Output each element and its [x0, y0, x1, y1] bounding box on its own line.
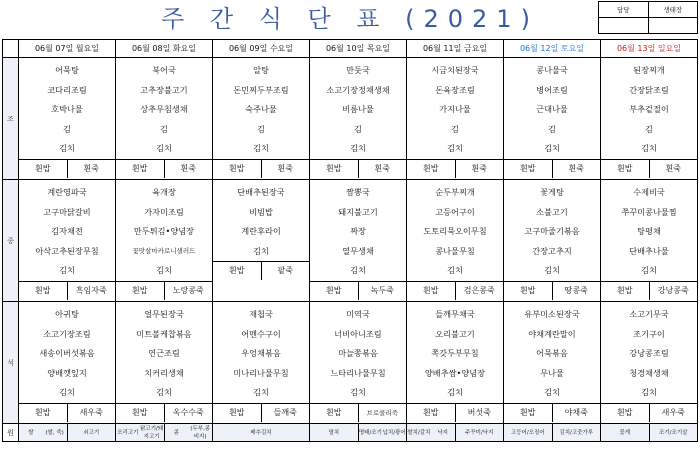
approval-role: 생태장 — [648, 2, 698, 18]
rice-porridge-row — [213, 403, 309, 422]
origin-cell — [19, 424, 116, 442]
origin-text: 배추김치 — [250, 429, 272, 436]
origin-row — [3, 424, 698, 442]
menu-item: 만두튀김•양념장 — [133, 226, 195, 236]
menu-item: 김 — [548, 123, 556, 134]
menu-cell — [504, 58, 601, 180]
menu-item: 너비아니조림 — [334, 328, 382, 339]
origin-sub — [310, 424, 406, 441]
origin-text: 콩 — [173, 429, 180, 436]
menu-item: 콩나물무침 — [435, 245, 475, 256]
menu-item: 미트볼케찹볶음 — [136, 328, 192, 339]
menu-item: 김치 — [641, 265, 657, 275]
menu-item: 아귀탕 — [55, 309, 79, 319]
menu-item: 김 — [63, 123, 71, 134]
origin-label: 원 — [3, 424, 19, 442]
rice-porridge-row — [504, 403, 600, 422]
meal-row — [3, 180, 698, 302]
origin-text: 쌀치/갈치 — [407, 429, 431, 436]
origin-sub — [19, 424, 115, 441]
rice-label: 흰밥 — [326, 407, 342, 417]
porridge-label: 흰죽 — [67, 160, 116, 178]
origin-item — [116, 424, 164, 441]
menu-item: 육개장 — [152, 187, 176, 197]
origin-cell — [116, 424, 213, 442]
origin-sub — [116, 424, 212, 441]
menu-item: 김치 — [59, 143, 75, 153]
origin-item — [649, 424, 698, 441]
menu-cell — [19, 180, 116, 302]
menu-item: 도토리묵오이무침 — [423, 226, 487, 236]
porridge-label: 노랑콩죽 — [164, 282, 213, 300]
menu-item: 고구마닭갈비 — [43, 206, 91, 217]
menu-item: 가지나물 — [439, 104, 471, 114]
corner-cell — [3, 40, 19, 58]
porridge-label: 팥죽 — [261, 262, 310, 280]
menu-cell — [310, 180, 407, 302]
menu-item: 북어국 — [152, 65, 176, 75]
menu-cell — [116, 58, 213, 180]
menu-item: 김치 — [156, 143, 172, 153]
menu-item: 연근조림 — [148, 348, 180, 358]
rice-porridge-row — [19, 159, 115, 178]
porridge-label: 새우죽 — [67, 404, 116, 422]
menu-item: 김치 — [544, 143, 560, 153]
menu-item: 김치 — [59, 387, 75, 397]
menu-item: 쪽갓두부무침 — [431, 348, 479, 358]
menu-items — [504, 180, 600, 281]
menu-item: 돈민찌두부조림 — [233, 84, 289, 95]
approval-box — [598, 1, 698, 34]
menu-cell — [407, 180, 504, 302]
menu-items — [310, 302, 406, 403]
origin-sub — [213, 424, 309, 441]
menu-item: 김치 — [59, 265, 75, 275]
menu-item: 고구마줄기볶음 — [524, 226, 580, 236]
rice-porridge-row — [310, 403, 406, 422]
menu-item: 코다리조림 — [47, 84, 87, 95]
day-header: 06월 09일 수요일 — [213, 40, 310, 58]
origin-text: 오리고기 — [117, 429, 139, 436]
menu-items — [407, 302, 503, 403]
rice-label: 흰밥 — [35, 285, 51, 295]
rice-porridge-row — [407, 403, 503, 422]
day-header: 06월 10일 목요일 — [310, 40, 407, 58]
menu-item: 치커리생채 — [144, 367, 184, 378]
origin-item — [164, 424, 213, 441]
rice-porridge-row — [19, 281, 115, 300]
origin-text: 넙치/광어 — [382, 429, 406, 436]
origin-sub — [407, 424, 503, 441]
menu-item: 어묵볶음 — [536, 348, 568, 358]
porridge-label: 버섯죽 — [455, 404, 504, 422]
approval-sign-cell — [599, 18, 649, 34]
menu-item: 무나물 — [540, 367, 564, 378]
menu-item: 계란후라이 — [241, 226, 281, 236]
menu-cell — [601, 180, 698, 302]
menu-items — [601, 302, 697, 403]
menu-item: 들깨무채국 — [435, 309, 475, 319]
menu-item: 양배추쌈•양념장 — [424, 367, 486, 378]
menu-item: 상추무침생채 — [140, 104, 188, 114]
meal-label: 석 — [3, 302, 19, 424]
rice-porridge-row — [213, 159, 309, 178]
menu-item: 얼무된장국 — [144, 309, 184, 319]
menu-item: 가자미조림 — [144, 206, 184, 217]
menu-item: 고등어구이 — [435, 206, 475, 217]
porridge-label: 흰죽 — [649, 160, 698, 178]
menu-item: 김치 — [156, 265, 172, 275]
menu-item: 꽃맛살마카로니샐러드 — [132, 246, 196, 255]
rice-porridge-row — [116, 403, 212, 422]
menu-item: 돼지불고기 — [338, 206, 378, 217]
porridge-label: 녹두죽 — [358, 282, 407, 300]
rice-label: 흰밥 — [423, 163, 439, 173]
rice-label: 흰밥 — [423, 285, 439, 295]
menu-cell — [601, 58, 698, 180]
rice-label: 흰밥 — [617, 163, 633, 173]
origin-text: (두부,콩비지) — [190, 425, 211, 440]
menu-item: 숙주나물 — [245, 104, 277, 114]
origin-text: (쌀, 죽) — [45, 429, 64, 436]
rice-label: 흰밥 — [132, 285, 148, 295]
origin-text: 멸치 — [328, 429, 340, 436]
rice-porridge-row — [407, 159, 503, 178]
menu-item: 돈육장조림 — [435, 84, 475, 95]
menu-item: 간장고추지 — [532, 245, 572, 256]
origin-item — [213, 424, 309, 441]
porridge-label: 땅콩죽 — [552, 282, 601, 300]
menu-item: 콩나물국 — [536, 65, 568, 75]
porridge-label: 야채죽 — [552, 404, 601, 422]
origin-item — [67, 424, 116, 441]
porridge-label: 흰죽 — [358, 160, 407, 178]
menu-item: 쭈꾸미콩나물찜 — [621, 206, 677, 217]
menu-cell — [407, 58, 504, 180]
menu-item: 비빔밥 — [249, 206, 273, 217]
menu-item: 열무생채 — [342, 245, 374, 256]
day-header: 06월 12일 토요일 — [504, 40, 601, 58]
rice-label: 흰밥 — [617, 285, 633, 295]
rice-label: 흰밥 — [35, 407, 51, 417]
rice-label: 흰밥 — [229, 266, 245, 275]
menu-item: 부추겉절이 — [629, 104, 669, 114]
menu-item: 미역국 — [346, 309, 370, 319]
menu-item: 재첩국 — [249, 309, 273, 319]
porridge-label: 강낭콩죽 — [649, 282, 698, 300]
menu-item: 순두부찌개 — [435, 187, 475, 197]
origin-text: 조기/조기살 — [659, 429, 688, 436]
menu-item: 김치 — [641, 387, 657, 397]
porridge-label: 흰죽 — [261, 160, 310, 178]
menu-item: 김치 — [447, 387, 463, 397]
menu-item: 간장닭조림 — [629, 84, 669, 95]
menu-items — [116, 58, 212, 159]
menu-item: 유부미소된장국 — [524, 309, 580, 319]
menu-item: 수제비국 — [633, 187, 665, 197]
menu-item: 만둣국 — [346, 65, 370, 75]
menu-items — [407, 58, 503, 159]
origin-cell — [601, 424, 698, 442]
rice-porridge-row — [601, 159, 697, 178]
approval-sign-cell — [648, 18, 698, 34]
menu-item: 짜장 — [350, 226, 366, 236]
rice-porridge-row — [407, 281, 503, 300]
menu-item: 계란영파국 — [47, 187, 87, 197]
menu-item: 비름나물 — [342, 104, 374, 114]
origin-text: 닭고기/돼지고기 — [140, 425, 164, 440]
origin-item — [310, 424, 358, 441]
menu-cell — [116, 302, 213, 424]
origin-cell — [407, 424, 504, 442]
menu-item: 꽃게탕 — [540, 187, 564, 197]
rice-porridge-row — [310, 281, 406, 300]
menu-item: 소고기무국 — [629, 309, 669, 319]
menu-items — [19, 302, 115, 403]
menu-cell — [310, 302, 407, 424]
rice-label: 흰밥 — [326, 163, 342, 173]
menu-item: 소불고기 — [536, 206, 568, 217]
origin-item — [504, 424, 552, 441]
menu-item: 김 — [354, 123, 362, 134]
rice-label: 흰밥 — [520, 407, 536, 417]
menu-item: 시금치된장국 — [431, 65, 479, 75]
menu-item: 단배추된장국 — [237, 187, 285, 197]
menu-item: 김치 — [253, 387, 269, 397]
meal-row — [3, 302, 698, 424]
day-header: 06월 13일 일요일 — [601, 40, 698, 58]
porridge-label: 흰죽 — [164, 160, 213, 178]
origin-item — [601, 424, 649, 441]
menu-cell — [504, 302, 601, 424]
menu-item: 김 — [257, 123, 265, 134]
menu-items — [213, 58, 309, 159]
porridge-label: 들깨죽 — [261, 404, 310, 422]
menu-items — [116, 180, 212, 281]
menu-item: 강낭콩조림 — [629, 348, 669, 358]
rice-label: 흰밥 — [617, 407, 633, 417]
menu-item: 양배깻잎지 — [47, 367, 87, 378]
menu-cell — [601, 302, 698, 424]
rice-porridge-row — [601, 281, 697, 300]
menu-item: 김치 — [350, 265, 366, 275]
menu-item: 우엉채볶음 — [241, 348, 281, 358]
menu-item: 김치 — [447, 143, 463, 153]
menu-item: 김치 — [156, 387, 172, 397]
menu-item: 단배추나물 — [629, 245, 669, 256]
porridge-label: 브로콜리죽 — [358, 404, 407, 422]
menu-item: 마늘쫑볶음 — [338, 348, 378, 358]
rice-porridge-row — [116, 281, 212, 300]
menu-item: 짬뽕국 — [346, 187, 370, 197]
rice-label: 흰밥 — [423, 407, 439, 417]
menu-item: 어묵탕 — [55, 65, 79, 75]
rice-porridge-row — [504, 281, 600, 300]
menu-item: 김자채전 — [51, 226, 83, 236]
rice-label: 흰밥 — [132, 163, 148, 173]
origin-text: 쌀 — [28, 429, 34, 436]
menu-item: 알탕 — [253, 65, 269, 75]
origin-text: 쇠고기 — [83, 429, 100, 436]
rice-porridge-row — [116, 159, 212, 178]
menu-item: 야채계란말이 — [528, 328, 576, 339]
menu-item: 김 — [451, 123, 459, 134]
menu-item: 김치 — [350, 387, 366, 397]
origin-item — [552, 424, 601, 441]
menu-items — [19, 180, 115, 281]
origin-text: 김치/고춧가루 — [559, 429, 594, 436]
menu-item: 조기구이 — [633, 328, 665, 339]
origin-cell — [504, 424, 601, 442]
day-header: 06월 11일 금요일 — [407, 40, 504, 58]
rice-porridge-row — [213, 261, 309, 280]
porridge-label: 검은콩죽 — [455, 282, 504, 300]
menu-item: 김치 — [641, 143, 657, 153]
meal-label: 중 — [3, 180, 19, 302]
menu-item: 고추장불고기 — [140, 84, 188, 95]
porridge-label: 흰죽 — [552, 160, 601, 178]
menu-item: 미나리나물무침 — [233, 367, 289, 378]
rice-label: 흰밥 — [229, 163, 245, 173]
rice-porridge-row — [310, 159, 406, 178]
menu-cell — [19, 58, 116, 180]
menu-item: 탕평채 — [637, 226, 661, 236]
porridge-label: 흑임자죽 — [67, 282, 116, 300]
origin-text: 고등어/오징어 — [510, 429, 545, 436]
menu-item: 김 — [160, 123, 168, 134]
rice-label: 흰밥 — [326, 285, 342, 295]
menu-item: 청경채생채 — [629, 367, 669, 378]
menu-items — [407, 180, 503, 281]
menu-cell — [213, 180, 310, 302]
origin-sub — [601, 424, 697, 441]
origin-text: 낙지 — [437, 429, 448, 436]
menu-item: 김치 — [544, 265, 560, 275]
approval-role: 담당 — [599, 2, 649, 18]
menu-item: 김치 — [253, 143, 269, 153]
origin-cell — [310, 424, 407, 442]
menu-item: 김치 — [253, 245, 269, 256]
menu-item: 김치 — [447, 265, 463, 275]
menu-items — [116, 302, 212, 403]
meal-label: 조 — [3, 58, 19, 180]
menu-items — [213, 180, 309, 261]
day-header-row — [3, 40, 698, 58]
rice-porridge-row — [601, 403, 697, 422]
menu-cell — [19, 302, 116, 424]
origin-item — [407, 424, 455, 441]
menu-item: 소고기장조림 — [43, 328, 91, 339]
rice-label: 흰밥 — [35, 163, 51, 173]
menu-cell — [213, 302, 310, 424]
origin-cell — [213, 424, 310, 442]
rice-porridge-row — [504, 159, 600, 178]
menu-item: 된장찌개 — [633, 65, 665, 75]
origin-text: 명태/조기 — [358, 429, 382, 436]
rice-label: 흰밥 — [520, 163, 536, 173]
day-header: 06월 07일 월요일 — [19, 40, 116, 58]
menu-cell — [310, 58, 407, 180]
meal-row — [3, 58, 698, 180]
menu-item: 아삭고추된장무침 — [35, 245, 99, 256]
origin-item — [358, 424, 407, 441]
origin-item — [455, 424, 504, 441]
menu-items — [504, 58, 600, 159]
menu-cell — [116, 180, 213, 302]
menu-items — [310, 180, 406, 281]
menu-item: 김치 — [544, 387, 560, 397]
origin-item — [19, 424, 67, 441]
day-header: 06월 08일 화요일 — [116, 40, 213, 58]
menu-item: 소고기장정채생채 — [326, 84, 390, 95]
menu-item: 김치 — [350, 143, 366, 153]
rice-label: 흰밥 — [520, 285, 536, 295]
menu-item: 오리불고기 — [435, 328, 475, 339]
menu-cell — [213, 58, 310, 180]
menu-item: 근대나물 — [536, 104, 568, 114]
origin-text: 꽃게 — [619, 429, 631, 436]
porridge-label: 흰죽 — [455, 160, 504, 178]
menu-items — [310, 58, 406, 159]
weekly-menu-table — [2, 39, 698, 442]
page-title: 주 간 식 단 표 (2021) — [161, 5, 539, 33]
origin-sub — [504, 424, 600, 441]
menu-item: 느타리나물무침 — [330, 367, 386, 378]
menu-item: 어멘수구이 — [241, 328, 281, 339]
menu-cell — [407, 302, 504, 424]
rice-label: 흰밥 — [132, 407, 148, 417]
menu-items — [601, 58, 697, 159]
menu-item: 병어조림 — [536, 84, 568, 95]
menu-items — [504, 302, 600, 403]
porridge-label: 새우죽 — [649, 404, 698, 422]
menu-item: 김 — [645, 123, 653, 134]
porridge-label: 옥수수죽 — [164, 404, 213, 422]
rice-porridge-row — [19, 403, 115, 422]
menu-item: 새송이버섯볶음 — [39, 348, 95, 358]
menu-items — [19, 58, 115, 159]
rice-label: 흰밥 — [229, 407, 245, 417]
menu-cell — [504, 180, 601, 302]
origin-text: 주꾸미/낙지 — [465, 429, 494, 436]
menu-items — [601, 180, 697, 281]
menu-item: 호박나물 — [51, 104, 83, 114]
menu-items — [213, 302, 309, 403]
